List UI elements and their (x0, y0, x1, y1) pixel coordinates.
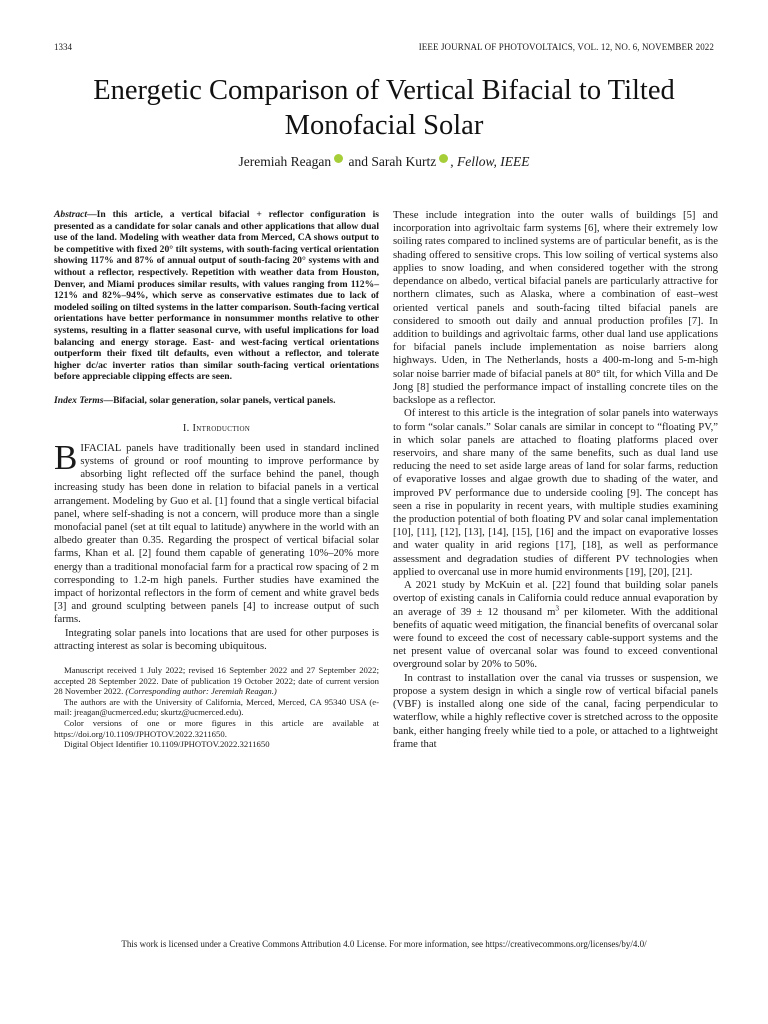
footnote-text: Manuscript received 1 July 2022; revised 16 September 2022 and 27 September 2022; accepted 28 September 2022. Date of publication 19 October 2022; date of current version 28 November 2022. (54, 664, 379, 697)
abstract-text: —In this article, a vertical bifacial + reflector configuration is presented as a candidate for solar canals and other applications that allow dual use of the land. Modeling with weather data from Merced, CA shows output to be competitive with fixed 20° tilt systems, with south-facing vertical orientation showing 117% and 87% of annual output of south-facing 20° systems with and without a reflector, respectively. Repetition with weather data from Houston, Denver, and Miami produces similar results, with values ranging from 112%–121% and 82%–94%, which serve as conservative estimates due to lack of modeled soiling on tilted systems in the latter comparison. South-facing vertical orientations have better performance in nonsummer months relative to other systems, resulting in a flatter seasonal curve, with useful implications for load balancing and energy storage. East- and west-facing vertical orientations outperform their fixed tilt defaults, even without a reflector, and tolerate higher dc/ac inverter ratios than similar south-facing vertical orientations before appreciable clipping effects are seen. (54, 209, 379, 383)
section-number: I. (182, 422, 190, 434)
body-paragraph (54, 437, 379, 627)
index-terms (54, 395, 379, 407)
paragraph-text: per kilometer. With the additional benefits of aquatic weed mitigation, the financial benefits of overcanal solar were found to exceed the cost of necessary cable-support systems and the net present value of overcanal solar was found to exceed conventional overground solar by 20% to 50%. (393, 605, 718, 671)
footnote-doi: Digital Object Identifier 10.1109/JPHOTOV.2022.3211650 (64, 739, 270, 750)
author-name: Sarah Kurtz (371, 154, 437, 169)
orcid-icon[interactable] (439, 154, 448, 163)
paper-title: Energetic Comparison of Vertical Bifacial to Tilted Monofacial Solar (93, 75, 675, 141)
orcid-icon[interactable] (334, 154, 343, 163)
author-separator: , (450, 154, 457, 169)
author-title: Fellow, IEEE (456, 154, 530, 169)
author-line (54, 154, 714, 170)
footnote-color: Color versions of one or more figures in this article are available at https://doi.org/10.1109/JPHOTOV.2022.3211650. (54, 717, 379, 739)
author-connector: and (348, 154, 368, 169)
superscript: 3 (555, 604, 559, 612)
body-paragraph (393, 579, 718, 672)
footnote-affiliation: The authors are with the University of California, Merced, Merced, CA 95340 USA (e-mail: jreagan@ucmerced.edu; skurtz@ucmerced.edu). (54, 696, 379, 718)
author-name: Jeremiah Reagan (238, 154, 332, 169)
abstract-label: Abstract (54, 209, 88, 220)
drop-cap: B (54, 437, 78, 477)
footnotes (54, 665, 379, 750)
license-notice: This work is licensed under a Creative Commons Attribution 4.0 License. For more information, see https://creativecommons.org/licenses/by/4.0/ (121, 939, 647, 949)
page-number: 1334 (54, 42, 72, 52)
paragraph-text: A 2021 study by McKuin et al. [22] found that building solar panels overtop of existing canals in California could reduce annual evaporation by an average of 39 ± 12 thousand m (393, 579, 718, 618)
journal-running-head: IEEE JOURNAL OF PHOTOVOLTAICS, VOL. 12, NO. 6, NOVEMBER 2022 (418, 42, 714, 52)
section-heading (54, 422, 379, 435)
index-terms-text: —Bifacial, solar generation, solar panels, vertical panels. (103, 394, 336, 406)
body-paragraph: Of interest to this article is the integration of solar panels into waterways to form “solar canals.” Solar canals are similar in concept to “floating PV,” in which solar panels are attached to floating platforms placed over reservoirs, and share many of the same benefits, such as dual land use reducing the need to set aside large areas of land for solar farms, reduction of evaporative losses and algae growth due to shading of the water, and improved PV performance due to underside cooling [9]. The concept has seen a rise in popularity in recent years, with multiple studies examining the production potential of both floating PV and solar canal implementation [10], [11], [12], [13], [14], [15], [16] and the impact on evaporative losses and water quality in arid regions [17], [18], as well as performance assessment and degradation studies of different PV technologies when applied to overcanal use in more humid environments [19], [20], [21]. (393, 407, 718, 578)
body-paragraph: Integrating solar panels into locations that are used for other purposes is attracting interest as solar is becoming ubiquitous. (54, 627, 379, 652)
section-title: Introduction (192, 422, 251, 434)
corresponding-author: (Corresponding author: Jeremiah Reagan.) (125, 686, 277, 697)
body-paragraph: In contrast to installation over the canal via trusses or suspension, we propose a system design in which a single row of vertical bifacial panels (VBF) is installed along one side of the canal, facing perpendicular to waterflow, while a highly reflective cover is stretched across to the opposite bank, either hanging freely while tied to a pole, or attached to a lightweight frame that (393, 671, 718, 750)
paragraph-text: IFACIAL panels have traditionally been used in standard inclined systems of ground or roof mounting to improve performance by absorbing light reflected off the surface behind the panel, though increasing study has been done in relation to bifacial panels in a vertical arrangement. Modeling by Guo et al. [1] found that a single vertical bifacial panel, where self-shading is not a concern, will produce more than a single monofacial panel (set at tilt equal to latitude) anywhere in the world with an albedo greater than 0.35. Regarding the prospect of vertical bifacial solar farms, Khan et al. [2] found them capable of generating 10%–20% more energy than a traditional monofacial farm for a practical row spacing of 2 m corresponding to 1.2-m high panels. Further studies have examined the impact of horizontal reflectors in the form of cement and white gravel beds [3] and ground sculpting between panels [4] to increase output of such farms. (54, 442, 379, 626)
left-column (54, 209, 379, 750)
abstract (54, 209, 379, 383)
footnote-manuscript (54, 665, 379, 697)
right-column (393, 209, 718, 751)
body-paragraph: These include integration into the outer walls of buildings [5] and incorporation into agrivoltaic farm systems [6], where their extremely low soiling rates compared to inclined systems are of particular benefit, as is the shading offered to sensitive crops. This low soiling of vertical systems also applies to snow loading, and when considered together with the strong dependance on albedo, vertical bifacial panels are particularly attractive for northern climates, such as Alaska, where a combination of east–west oriented vertical panels and south-facing tilted bifacial panels are considered to smooth out daily and annual production profiles [7]. In addition to buildings and agrivoltaic farms, other dual land use applications for bifacial panels include implementation as noise barriers along highways. Uden, in The Netherlands, hosts a 400-m-long and 5-m-high solar noise barrier made of bifacial panels at 80° tilt, for which Villa and De Jong [8] studied the performance impact of installing concrete tiles on the backslope as a reflector. (393, 209, 718, 407)
index-terms-label: Index Terms (54, 394, 104, 406)
